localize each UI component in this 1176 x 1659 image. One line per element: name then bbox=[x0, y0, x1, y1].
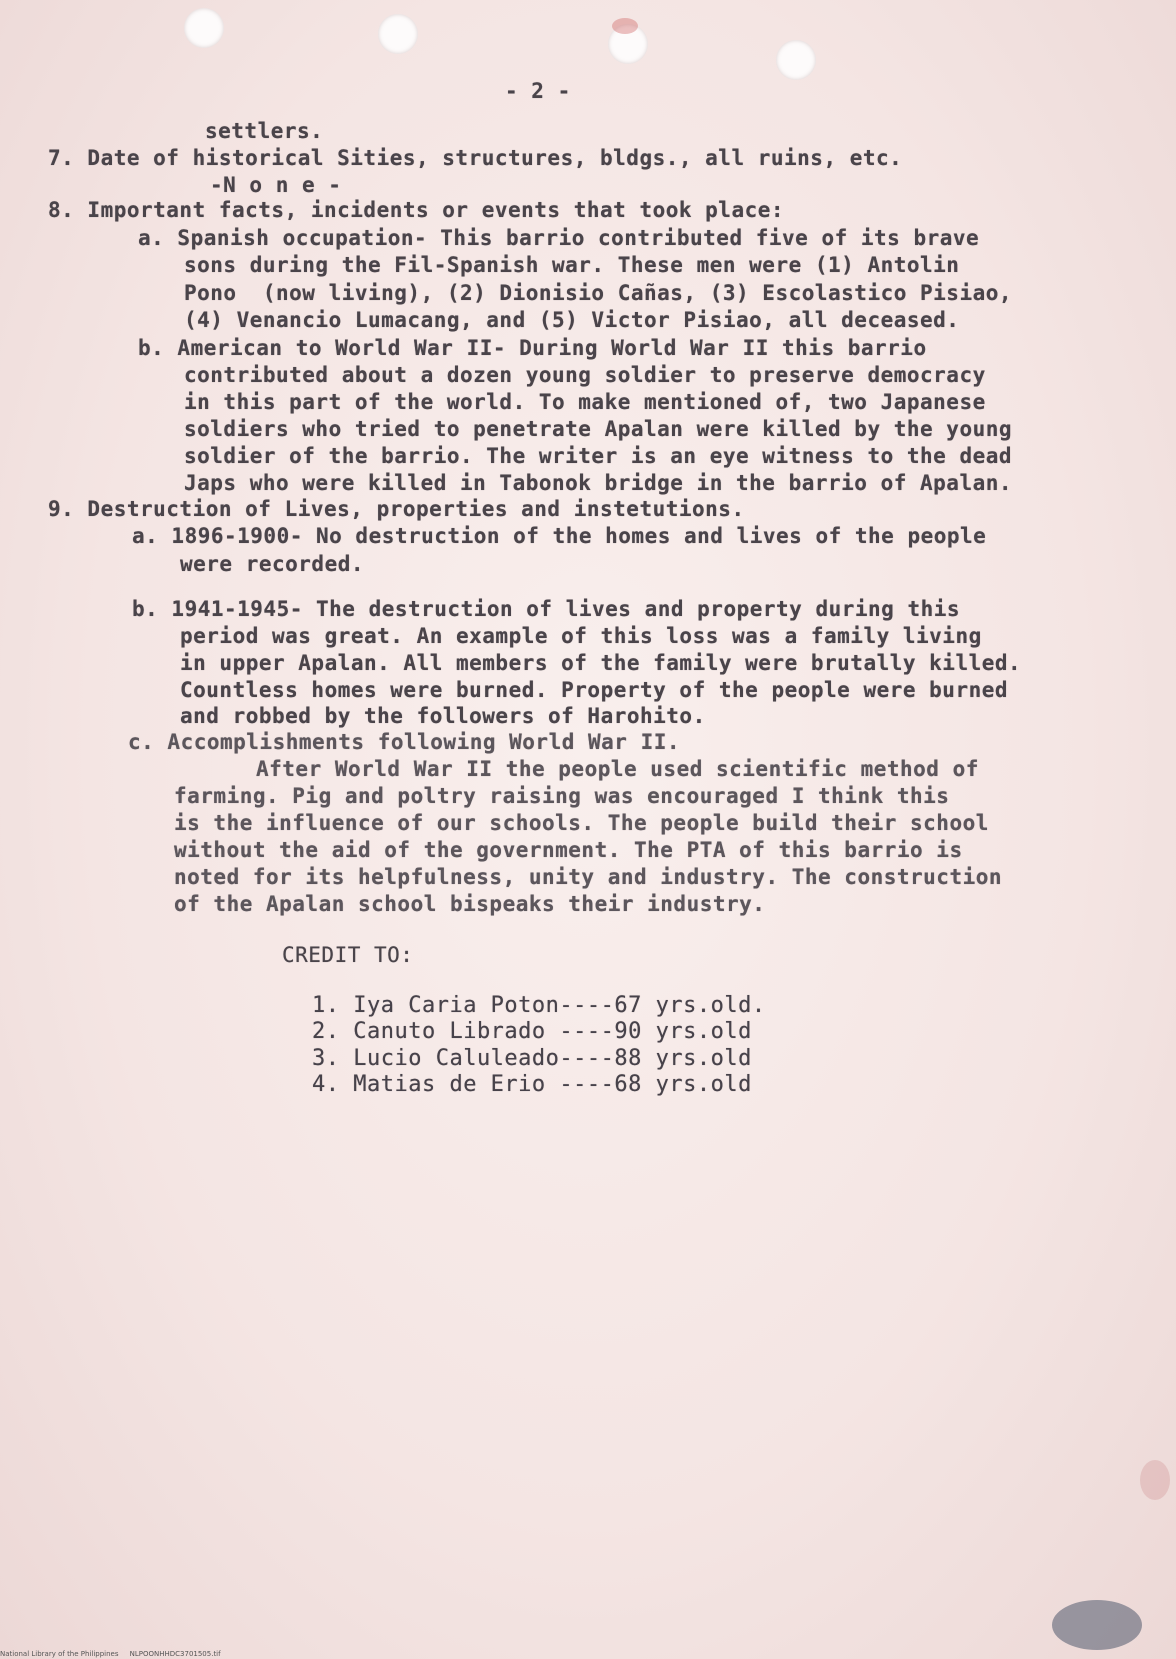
text-line: 7. Date of historical Sities, structures, bldgs., all ruins, etc. bbox=[48, 146, 903, 170]
credit-entry: 3. Lucio Caluleado----88 yrs.old bbox=[312, 1046, 752, 1071]
text-line: -N o n e - bbox=[210, 173, 342, 197]
text-line: After World War II the people used scientific method of bbox=[256, 757, 979, 781]
text-line: b. 1941-1945- The destruction of lives and property during this bbox=[132, 597, 961, 621]
credit-entry: 1. Iya Caria Poton----67 yrs.old. bbox=[312, 993, 766, 1018]
text-line: farming. Pig and poltry raising was encouraged I think this bbox=[174, 784, 950, 808]
text-line: b. American to World War II- During World War II this barrio bbox=[138, 336, 927, 360]
text-line: Pono (now living), (2) Dionisio Cañas, (3) Escolastico Pisiao, bbox=[184, 281, 1013, 305]
text-line: c. Accomplishments following World War II. bbox=[128, 730, 681, 754]
text-line: in this part of the world. To make mentioned of, two Japanese bbox=[184, 390, 986, 414]
text-line: of the Apalan school bispeaks their industry. bbox=[174, 892, 766, 916]
stain bbox=[1052, 1600, 1142, 1650]
text-line: were recorded. bbox=[180, 552, 365, 576]
text-line: without the aid of the government. The PTA of this barrio is bbox=[174, 838, 963, 862]
text-line: is the influence of our schools. The people build their school bbox=[174, 811, 989, 835]
text-line: settlers. bbox=[205, 119, 324, 143]
text-line: a. 1896-1900- No destruction of the homes and lives of the people bbox=[132, 524, 987, 548]
text-line: 8. Important facts, incidents or events that took place: bbox=[48, 198, 785, 222]
text-line: sons during the Fil-Spanish war. These men were (1) Antolin bbox=[184, 253, 960, 277]
text-line: soldier of the barrio. The writer is an eye witness to the dead bbox=[184, 444, 1013, 468]
text-line: contributed about a dozen young soldier to preserve democracy bbox=[184, 363, 986, 387]
text-line: (4) Venancio Lumacang, and (5) Victor Pisiao, all deceased. bbox=[184, 308, 960, 332]
text-line: in upper Apalan. All members of the family were brutally killed. bbox=[180, 651, 1022, 675]
punch-hole bbox=[184, 8, 224, 48]
credit-entry: 4. Matias de Erio ----68 yrs.old bbox=[312, 1072, 752, 1097]
credit-entry: 2. Canuto Librado ----90 yrs.old bbox=[312, 1019, 752, 1044]
text-line: soldiers who tried to penetrate Apalan were killed by the young bbox=[184, 417, 1013, 441]
text-line: Japs who were killed in Tabonok bridge in the barrio of Apalan. bbox=[184, 471, 1013, 495]
text-line: noted for its helpfulness, unity and industry. The construction bbox=[174, 865, 1003, 889]
stain bbox=[612, 18, 638, 34]
stain bbox=[1140, 1460, 1170, 1500]
text-line: period was great. An example of this loss was a family living bbox=[180, 624, 982, 648]
text-line: Countless homes were burned. Property of the people were burned bbox=[180, 678, 1009, 702]
page-number: - 2 - bbox=[505, 79, 571, 103]
text-line: a. Spanish occupation- This barrio contributed five of its brave bbox=[138, 226, 980, 250]
archive-footer: National Library of the Philippines NLPOONHHDC3701505.tif bbox=[0, 1650, 221, 1658]
credit-heading: CREDIT TO: bbox=[282, 943, 414, 967]
punch-hole bbox=[378, 14, 418, 54]
text-line: 9. Destruction of Lives, properties and instetutions. bbox=[48, 497, 745, 521]
text-line: and robbed by the followers of Harohito. bbox=[180, 704, 706, 728]
punch-hole bbox=[776, 40, 816, 80]
